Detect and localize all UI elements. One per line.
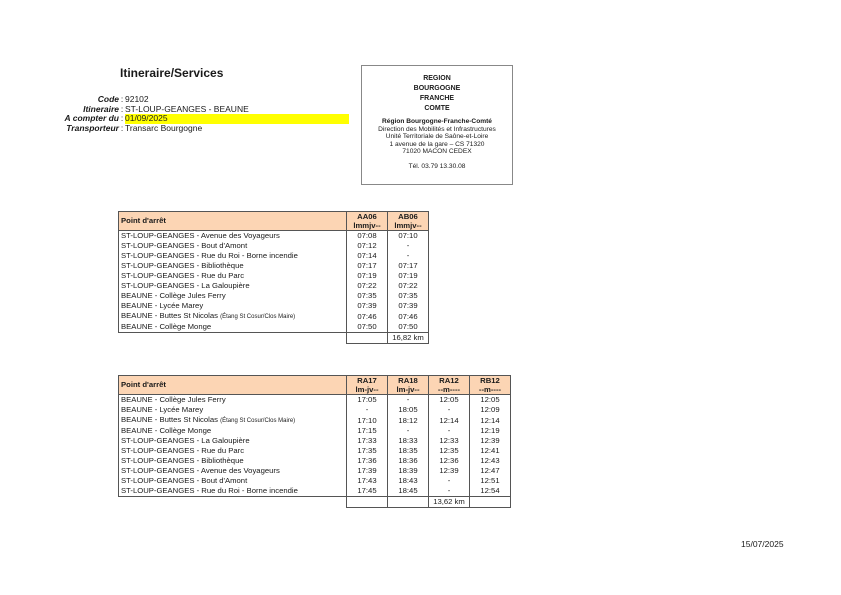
stop-header: Point d'arrêt (119, 376, 347, 395)
table-row: BEAUNE - Buttes St Nicolas (Étang St Cosur/Clos Maire) 07:46 07:46 (119, 311, 429, 322)
stop-header: Point d'arrêt (119, 212, 347, 231)
print-date: 15/07/2025 (741, 539, 784, 549)
table-row: BEAUNE - Lycée Marey 07:39 07:39 (119, 301, 429, 311)
region-logo-text: REGION BOURGOGNE FRANCHE COMTE (413, 75, 461, 112)
table-row: ST-LOUP-GEANGES - Rue du Parc 17:35 18:35 12:35 12:41 (119, 446, 511, 456)
table-row: BEAUNE - Lycée Marey - 18:05 - 12:09 (119, 405, 511, 415)
table-row: BEAUNE - Buttes St Nicolas (Étang St Cosur/Clos Maire) 17:10 18:12 12:14 12:14 (119, 415, 511, 426)
region-address: Région Bourgogne-Franche-Comté Direction des Mobilités et Infrastructures Unité Territoriale de Saône-et-Loire 1 avenue de la gare – CS 71320 71020 MACON CEDEX (378, 118, 496, 156)
table-row: ST-LOUP-GEANGES - Bout d'Amont 17:43 18:43 - 12:51 (119, 476, 511, 486)
table-row: ST-LOUP-GEANGES - Bout d'Amont 07:12 - (119, 241, 429, 251)
table-row: ST-LOUP-GEANGES - Avenue des Voyageurs 07:08 07:10 (119, 231, 429, 242)
transporteur-value: Transarc Bourgogne (125, 123, 203, 134)
itineraire-value: ST-LOUP-GEANGES - BEAUNE (125, 103, 249, 114)
table-row: ST-LOUP-GEANGES - Bibliothèque 17:36 18:36 12:36 12:43 (119, 456, 511, 466)
transporteur-label: Transporteur (66, 123, 119, 134)
service-header-ab06: AB06 lmmjv-- (388, 212, 429, 231)
timetable-morning (118, 211, 429, 344)
page-title: Itineraire/Services (120, 66, 224, 80)
service-header-ra17: RA17 lm-jv-- (347, 376, 388, 395)
table-row: ST-LOUP-GEANGES - Rue du Parc 07:19 07:19 (119, 271, 429, 281)
code-value: 92102 (125, 94, 149, 104)
table-row: ST-LOUP-GEANGES - Bibliothèque 07:17 07:17 (119, 261, 429, 271)
table-row: ST-LOUP-GEANGES - Avenue des Voyageurs 17:39 18:39 12:39 12:47 (119, 466, 511, 476)
service-header-ra18: RA18 lm-jv-- (388, 376, 429, 395)
timetable-return (118, 375, 511, 508)
table-row: ST-LOUP-GEANGES - La Galoupière 07:22 07:22 (119, 281, 429, 291)
service-header-rb12: RB12 --m---- (470, 376, 511, 395)
code-label: Code (97, 94, 119, 104)
table-row: BEAUNE - Collège Jules Ferry 07:35 07:35 (119, 291, 429, 301)
region-address-box (361, 65, 513, 185)
service-info: Code : 92102 Itineraire : ST-LOUP-GEANGES - BEAUNE A compter du : 01/09/2025 Transporteur : Transarc Bourgogne (40, 95, 349, 134)
table-row: BEAUNE - Collège Jules Ferry 17:05 - 12:05 12:05 (119, 395, 511, 406)
service-header-ra12: RA12 --m---- (429, 376, 470, 395)
compter-value: 01/09/2025 (125, 114, 349, 124)
table-row: ST-LOUP-GEANGES - Rue du Roi - Borne incendie 07:14 - (119, 251, 429, 261)
service-header-aa06: AA06 lmmjv-- (347, 212, 388, 231)
distance-km: 16,82 km (388, 333, 429, 344)
table-row: BEAUNE - Collège Monge 17:15 - - 12:19 (119, 426, 511, 436)
compter-label: A compter du (64, 113, 119, 124)
region-phone: Tél. 03.79 13.30.08 (408, 162, 466, 170)
itineraire-label: Itineraire (83, 103, 119, 114)
distance-km: 13,62 km (429, 497, 470, 508)
table-row: ST-LOUP-GEANGES - La Galoupière 17:33 18:33 12:33 12:39 (119, 436, 511, 446)
table-row: ST-LOUP-GEANGES - Rue du Roi - Borne incendie 17:45 18:45 - 12:54 (119, 486, 511, 497)
table-row: BEAUNE - Collège Monge 07:50 07:50 (119, 322, 429, 333)
